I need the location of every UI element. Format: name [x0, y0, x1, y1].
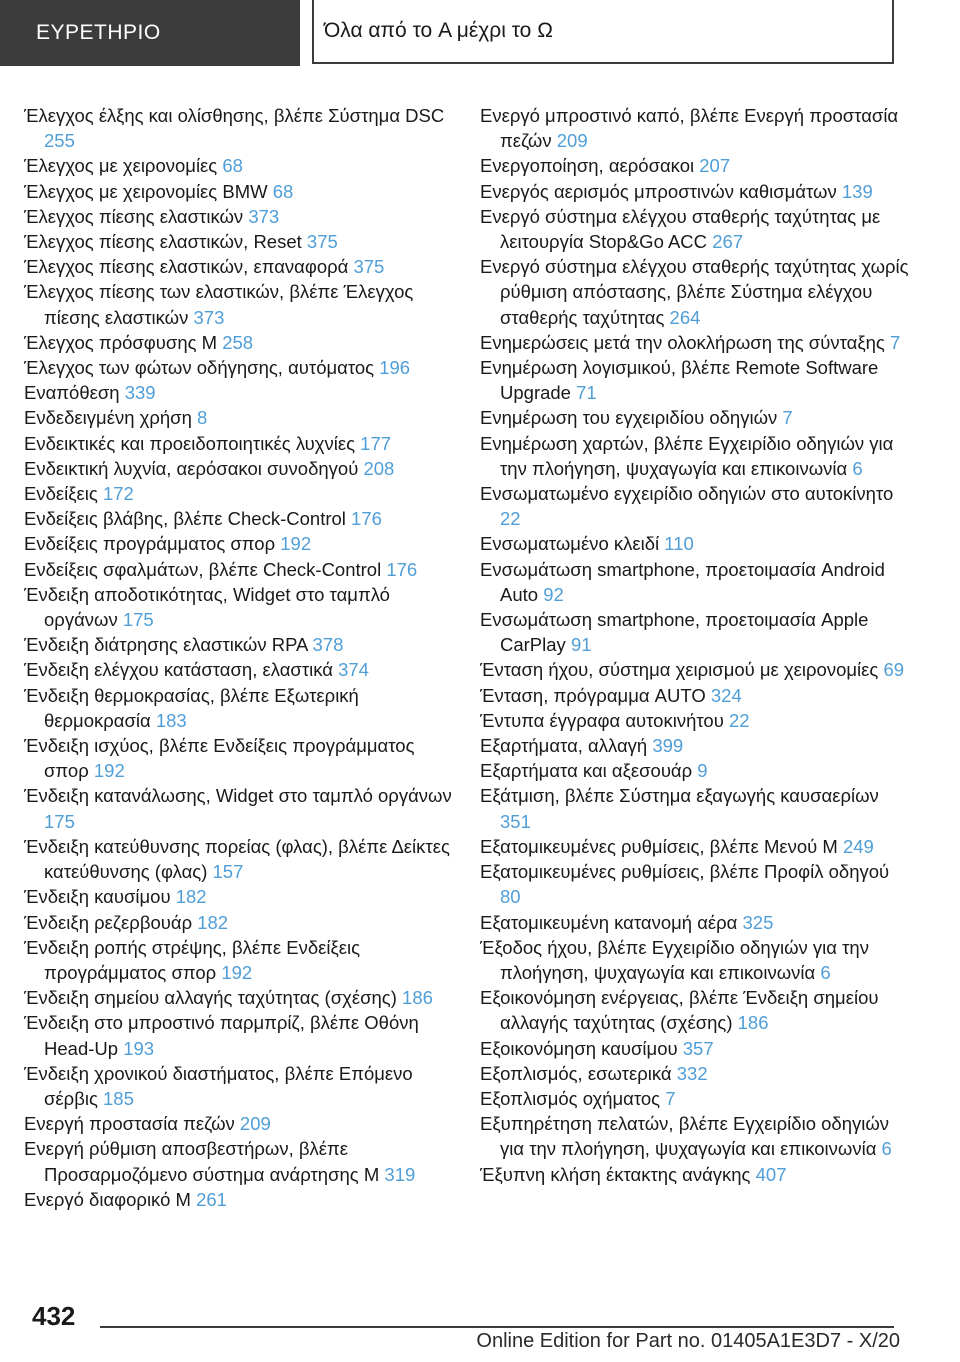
- index-term: Έλεγχος έλξης και ολίσθησης, βλέπε Σύστημα DSC: [24, 105, 445, 126]
- index-term: Ενεργό σύστημα ελέγχου σταθερής ταχύτητας με λειτουργία Stop&Go ACC: [480, 205, 881, 253]
- page-link[interactable]: 9: [697, 760, 708, 782]
- index-entry: [480, 758, 910, 783]
- page-link[interactable]: 68: [222, 155, 243, 177]
- index-entry: [480, 1162, 910, 1187]
- page-link[interactable]: 175: [122, 609, 154, 631]
- index-term: Ενημέρωση του εγχειριδίου οδηγιών: [480, 407, 778, 429]
- index-entry: [480, 683, 910, 708]
- index-entry: [24, 153, 454, 178]
- index-term: Ενεργός αερισμός μπροστινών καθισμάτων: [480, 180, 837, 202]
- index-term: Ενεργή προστασία πεζών: [24, 1113, 235, 1135]
- page-number: 432: [32, 1301, 76, 1331]
- index-term: Ενημερώσεις μετά την ολοκλήρωση της σύνταξης: [480, 331, 885, 353]
- index-column-right: [480, 103, 910, 1187]
- page-link[interactable]: 6: [881, 1138, 892, 1160]
- page-link[interactable]: 207: [699, 155, 731, 177]
- index-entry: [480, 481, 910, 531]
- index-entry: [24, 985, 454, 1010]
- index-entry: [480, 431, 910, 481]
- index-entry: [480, 355, 910, 405]
- page-link[interactable]: 80: [500, 886, 521, 908]
- page-link[interactable]: 325: [742, 911, 774, 933]
- index-term: Ενεργό σύστημα ελέγχου σταθερής ταχύτητας χωρίς ρύθμιση απόστασης, βλέπε Σύστημα ελέγχου σταθερής ταχύτητας: [480, 256, 909, 328]
- index-term: Ένδειξη χρονικού διαστήματος, βλέπε Επόμενο σέρβις: [24, 1062, 413, 1109]
- section-title: ΕΥΡΕΤΗΡΙΟ: [0, 0, 300, 66]
- index-term: Ενεργό μπροστινό καπό, βλέπε Ενεργή προστασία πεζών: [480, 105, 899, 152]
- index-term: Έλεγχος με χειρονομίες: [24, 155, 218, 177]
- page-link[interactable]: 375: [306, 231, 338, 253]
- edition-note: Online Edition for Part no. 01405A1E3D7 - X/20: [476, 1330, 900, 1352]
- page-link[interactable]: 186: [402, 987, 433, 1009]
- index-term: Έντυπα έγγραφα αυτοκινήτου: [480, 709, 724, 731]
- index-term: Ένδειξη ρεζερβουάρ: [24, 911, 193, 933]
- footer-divider: [100, 1326, 894, 1328]
- index-term: Ενεργή ρύθμιση αποσβεστήρων, βλέπε Προσαρμοζόμενο σύστημα ανάρτησης M: [24, 1138, 380, 1185]
- page-link[interactable]: 22: [500, 508, 521, 530]
- index-entry: [24, 531, 454, 556]
- index-entry: [24, 380, 454, 405]
- page-link[interactable]: 139: [841, 180, 873, 202]
- section-subtitle: Όλα από το A μέχρι το Ω: [312, 0, 894, 64]
- index-entry: [24, 557, 454, 582]
- index-entry: [24, 1061, 454, 1111]
- page-link[interactable]: 319: [384, 1163, 416, 1185]
- index-entry: [24, 632, 454, 657]
- page-link[interactable]: 175: [44, 810, 75, 832]
- page-link[interactable]: 208: [363, 457, 395, 479]
- page-link[interactable]: 375: [353, 256, 385, 278]
- index-term: Ενδείξεις σφαλμάτων, βλέπε Check-Control: [24, 558, 382, 580]
- page-link[interactable]: 7: [665, 1087, 676, 1109]
- index-entry: [24, 355, 454, 380]
- index-term: Ένδειξη κατεύθυνσης πορείας (φλας), βλέπε Δείκτες κατεύθυνσης (φλας): [24, 835, 450, 883]
- page-link[interactable]: 373: [193, 306, 225, 328]
- index-entry: [480, 910, 910, 935]
- index-term: Ενσωμάτωση smartphone, προετοιμασία Apple CarPlay: [480, 609, 869, 656]
- page-link[interactable]: 193: [123, 1037, 155, 1059]
- index-entry: [24, 103, 454, 153]
- index-entry: [480, 1036, 910, 1061]
- page-link[interactable]: 6: [852, 457, 863, 479]
- index-entry: [24, 1187, 454, 1212]
- index-term: Ενσωματωμένο κλειδί: [480, 533, 660, 555]
- page-link[interactable]: 91: [570, 634, 592, 656]
- index-entry: [24, 481, 454, 506]
- index-entry: [480, 985, 910, 1035]
- page-header: [0, 0, 960, 66]
- page-link[interactable]: 407: [755, 1163, 787, 1185]
- index-entry: [480, 254, 910, 330]
- index-entry: [24, 582, 454, 632]
- index-entry: [480, 531, 910, 556]
- index-term: Εναπόθεση: [24, 382, 120, 404]
- index-term: Έλεγχος πίεσης των ελαστικών, βλέπε Έλεγχος πίεσης ελαστικών: [24, 281, 414, 328]
- page-link[interactable]: 209: [239, 1113, 271, 1135]
- page-link[interactable]: 261: [196, 1188, 227, 1210]
- page-link[interactable]: 69: [883, 659, 905, 681]
- index-entry: [24, 1111, 454, 1136]
- index-term: Ενσωμάτωση smartphone, προετοιμασία Android Auto: [480, 558, 885, 605]
- page-link[interactable]: 71: [576, 382, 597, 404]
- page-link[interactable]: 324: [710, 684, 742, 706]
- index-entry: [24, 683, 454, 733]
- index-entry: [24, 783, 454, 833]
- index-entry: [24, 910, 454, 935]
- index-entry: [480, 153, 910, 178]
- index-entry: [24, 733, 454, 783]
- page-link[interactable]: 6: [820, 961, 831, 983]
- index-entry: [480, 859, 910, 909]
- index-term: Ένδειξη κατανάλωσης, Widget στο ταμπλό οργάνων: [24, 785, 452, 807]
- index-term: Ένδειξη ελέγχου κατάσταση, ελαστικά: [24, 659, 333, 681]
- page-link[interactable]: 351: [500, 810, 531, 832]
- index-term: Ένδειξη ισχύος, βλέπε Ενδείξεις προγράμματος σπορ: [24, 735, 415, 782]
- page-link[interactable]: 196: [379, 357, 411, 379]
- page-link[interactable]: 374: [338, 659, 369, 681]
- index-entry: [480, 1086, 910, 1111]
- index-entry: [24, 179, 454, 204]
- index-entry: [480, 179, 910, 204]
- index-entry: [480, 657, 910, 682]
- page-link[interactable]: 182: [175, 886, 207, 908]
- index-entry: [480, 607, 910, 657]
- index-term: Ένδειξη στο μπροστινό παρμπρίζ, βλέπε Οθόνη Head-Up: [24, 1012, 419, 1059]
- index-term: Ενδείξεις βλάβης, βλέπε Check-Control: [24, 508, 346, 530]
- page-link[interactable]: 258: [222, 331, 254, 353]
- index-term: Ένδειξη καυσίμου: [24, 886, 171, 908]
- page-link[interactable]: 267: [712, 231, 744, 253]
- index-term: Ενδείξεις: [24, 483, 98, 505]
- page-link[interactable]: 399: [652, 735, 684, 757]
- page-link[interactable]: 68: [272, 180, 294, 202]
- page-link[interactable]: 339: [124, 382, 156, 404]
- index-term: Ένδειξη αποδοτικότητας, Widget στο ταμπλό οργάνων: [24, 583, 390, 631]
- index-term: Εξυπηρέτηση πελατών, βλέπε Εγχειρίδιο οδηγιών για την πλοήγηση, ψυχαγωγία και επικοινωνία: [480, 1113, 890, 1160]
- page-link[interactable]: 182: [197, 911, 229, 933]
- index-term: Ενεργό διαφορικό M: [24, 1188, 191, 1210]
- index-term: Ενημέρωση χαρτών, βλέπε Εγχειρίδιο οδηγιών για την πλοήγηση, ψυχαγωγία και επικοινωνία: [480, 432, 894, 479]
- index-term: Εξαρτήματα και αξεσουάρ: [480, 760, 693, 782]
- index-entry: [24, 935, 454, 985]
- index-term: Ένδειξη σημείου αλλαγής ταχύτητας (σχέσης): [24, 987, 397, 1009]
- page-link[interactable]: 110: [664, 533, 694, 555]
- index-term: Ενδείξεις προγράμματος σπορ: [24, 533, 276, 555]
- index-entry: [24, 405, 454, 430]
- index-entry: [24, 834, 454, 884]
- index-term: Ενδεδειγμένη χρήση: [24, 407, 192, 429]
- index-term: Ενσωματωμένο εγχειρίδιο οδηγιών στο αυτοκίνητο: [480, 483, 894, 505]
- page-link[interactable]: 192: [93, 760, 125, 782]
- page-link[interactable]: 192: [280, 533, 312, 555]
- index-entry: [480, 1061, 910, 1086]
- index-entry: [480, 204, 910, 254]
- index-entry: [480, 733, 910, 758]
- index-entry: [480, 557, 910, 607]
- index-term: Ενημέρωση λογισμικού, βλέπε Remote Software Upgrade: [480, 357, 879, 404]
- index-term: Έλεγχος των φώτων οδήγησης, αυτόματος: [24, 357, 375, 379]
- page-link[interactable]: 92: [543, 583, 564, 605]
- index-entry: [24, 1010, 454, 1060]
- index-term: Εξατομικευμένες ρυθμίσεις, βλέπε Προφίλ οδηγού: [480, 861, 890, 883]
- index-entry: [480, 935, 910, 985]
- index-entry: [24, 330, 454, 355]
- index-term: Έλεγχος με χειρονομίες BMW: [24, 180, 268, 202]
- page-link[interactable]: 373: [248, 205, 280, 227]
- index-entry: [24, 279, 454, 329]
- page-link[interactable]: 378: [312, 634, 344, 656]
- index-term: Εξατομικευμένες ρυθμίσεις, βλέπε Μενού M: [480, 835, 838, 857]
- index-entry: [24, 884, 454, 909]
- index-term: Εξοπλισμός, εσωτερικά: [480, 1062, 672, 1084]
- index-entry: [24, 229, 454, 254]
- index-term: Έλεγχος πίεσης ελαστικών: [24, 205, 244, 227]
- index-term: Εξάτμιση, βλέπε Σύστημα εξαγωγής καυσαερίων: [480, 785, 879, 807]
- index-term: Έξοδος ήχου, βλέπε Εγχειρίδιο οδηγιών για την πλοήγηση, ψυχαγωγία και επικοινωνία: [480, 936, 869, 983]
- page-link[interactable]: 157: [212, 861, 244, 883]
- page-link[interactable]: 183: [155, 709, 187, 731]
- page-link[interactable]: 7: [889, 331, 901, 353]
- index-entry: [24, 431, 454, 456]
- page-link[interactable]: 177: [360, 432, 392, 454]
- index-column-left: [24, 103, 454, 1212]
- index-entry: [480, 1111, 910, 1161]
- index-entry: [24, 657, 454, 682]
- index-term: Ένταση ήχου, σύστημα χειρισμού με χειρονομίες: [480, 659, 879, 681]
- page-link[interactable]: 209: [556, 130, 588, 152]
- index-term: Εξοικονόμηση καυσίμου: [480, 1037, 678, 1059]
- index-term: Εξαρτήματα, αλλαγή: [480, 735, 648, 757]
- page-link[interactable]: 7: [782, 407, 793, 429]
- index-term: Εξοικονόμηση ενέργειας, βλέπε Ένδειξη σημείου αλλαγής ταχύτητας (σχέσης): [480, 987, 879, 1034]
- index-entry: [480, 708, 910, 733]
- page-link[interactable]: 255: [44, 130, 75, 152]
- index-term: Ένταση, πρόγραμμα AUTO: [480, 684, 706, 706]
- index-entry: [24, 204, 454, 229]
- index-term: Ένδειξη διάτρησης ελαστικών RPA: [24, 634, 308, 656]
- page-link[interactable]: 22: [728, 709, 750, 731]
- page-link[interactable]: 192: [221, 961, 253, 983]
- index-entry: [24, 254, 454, 279]
- index-term: Ενδεικτική λυχνία, αερόσακοι συνοδηγού: [24, 457, 359, 479]
- page-link[interactable]: 172: [102, 483, 134, 505]
- index-entry: [480, 783, 910, 833]
- index-term: Έλεγχος πρόσφυσης M: [24, 331, 218, 353]
- index-term: Εξοπλισμός οχήματος: [480, 1087, 661, 1109]
- page-link[interactable]: 264: [669, 306, 701, 328]
- page-link[interactable]: 357: [682, 1037, 714, 1059]
- index-entry: [480, 405, 910, 430]
- page-link[interactable]: 176: [386, 558, 418, 580]
- index-entry: [24, 1136, 454, 1186]
- index-term: Έλεγχος πίεσης ελαστικών, Reset: [24, 231, 302, 253]
- index-term: Ένδειξη θερμοκρασίας, βλέπε Εξωτερική θερμοκρασία: [24, 684, 359, 731]
- index-entry: [480, 103, 910, 153]
- index-term: Έλεγχος πίεσης ελαστικών, επαναφορά: [24, 256, 349, 278]
- index-term: Έξυπνη κλήση έκτακτης ανάγκης: [480, 1163, 751, 1185]
- page-link[interactable]: 332: [676, 1062, 708, 1084]
- page-link[interactable]: 176: [351, 508, 382, 530]
- page-link[interactable]: 186: [737, 1012, 769, 1034]
- index-entry: [480, 834, 910, 859]
- page-link[interactable]: 185: [103, 1087, 134, 1109]
- index-entry: [24, 456, 454, 481]
- index-term: Ενδεικτικές και προειδοποιητικές λυχνίες: [24, 432, 356, 454]
- index-entry: [480, 330, 910, 355]
- index-entry: [24, 506, 454, 531]
- page-link[interactable]: 249: [842, 835, 874, 857]
- index-term: Ενεργοποίηση, αερόσακοι: [480, 155, 695, 177]
- index-term: Ένδειξη ροπής στρέψης, βλέπε Ενδείξεις προγράμματος σπορ: [24, 936, 361, 983]
- page-link[interactable]: 8: [197, 407, 208, 429]
- index-term: Εξατομικευμένη κατανομή αέρα: [480, 911, 738, 933]
